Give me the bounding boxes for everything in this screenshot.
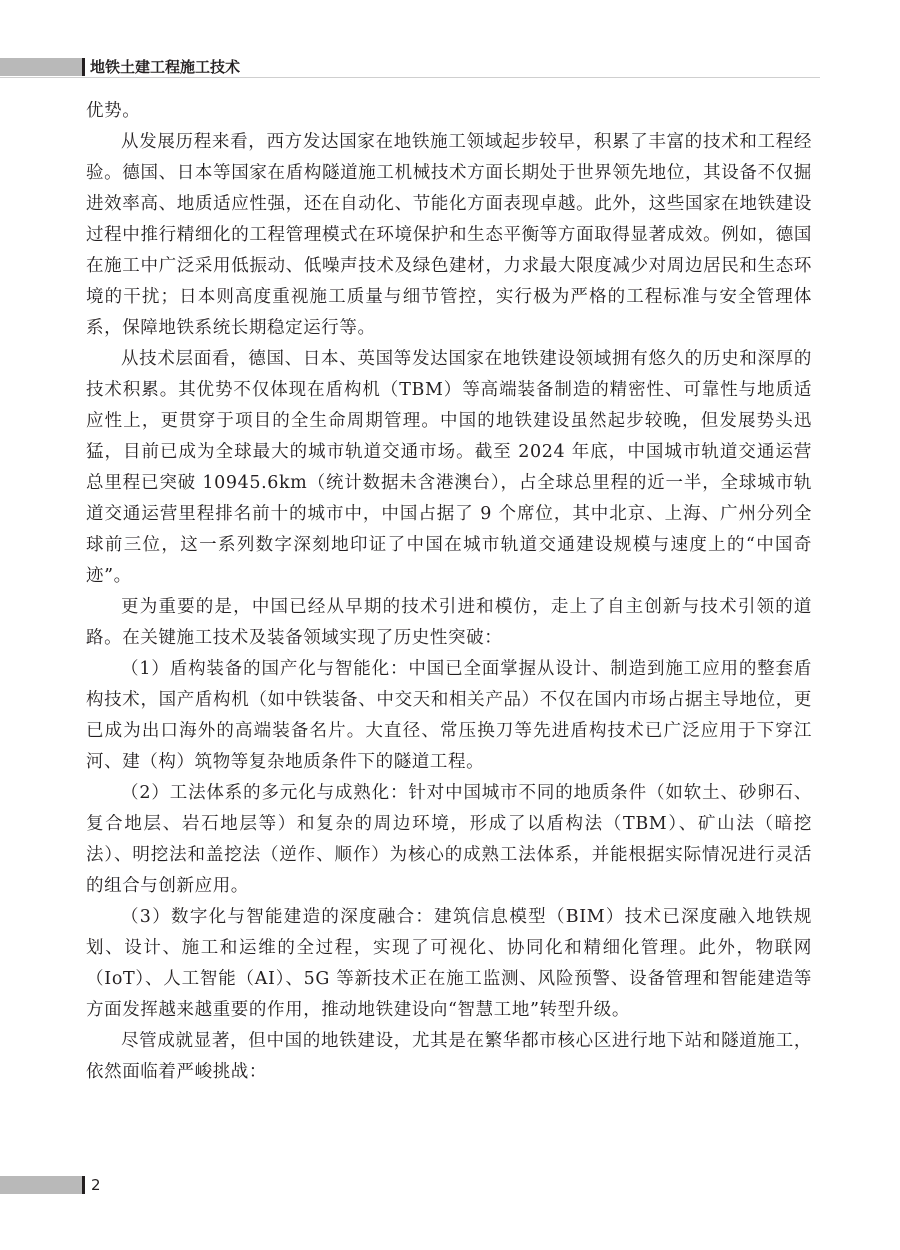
paragraph-innovation: 更为重要的是，中国已经从早期的技术引进和模仿，走上了自主创新与技术引领的道路。在关键施工技术及装备领域实现了历史性突破： xyxy=(86,597,812,648)
running-header-title: 地铁土建工程施工技术 xyxy=(90,58,241,76)
page-body xyxy=(86,96,812,1088)
paragraph-technical-level: 从技术层面看，德国、日本、英国等发达国家在地铁建设领域拥有悠久的历史和深厚的技术积累。其优势不仅体现在盾构机（TBM）等高端装备制造的精密性、可靠性与地质适应性上，更贯穿于项目的全生命周期管理。中国的地铁建设虽然起步较晚，但发展势头迅猛，目前已成为全球最大的城市轨道交通市场。截至 2024 年底，中国城市轨道交通运营总里程已突破 10945.6km（统计数据未含港澳台），占全球总里程的近一半，全球城市轨道交通运营里程排名前十的城市中，中国占据了 9 个席位，其中北京、上海、广州分列全球前三位，这一系列数字深刻地印证了中国在城市轨道交通建设规模与速度上的“中国奇迹”。 xyxy=(86,349,812,586)
header-rule xyxy=(0,77,820,78)
paragraph-item-1-shield: （1）盾构装备的国产化与智能化：中国已全面掌握从设计、制造到施工应用的整套盾构技术，国产盾构机（如中铁装备、中交天和相关产品）不仅在国内市场占据主导地位，更已成为出口海外的高端装备名片。大直径、常压换刀等先进盾构技术已广泛应用于下穿江河、建（构）筑物等复杂地质条件下的隧道工程。 xyxy=(86,659,812,772)
paragraph-development-history: 从发展历程来看，西方发达国家在地铁施工领域起步较早，积累了丰富的技术和工程经验。德国、日本等国家在盾构隧道施工机械技术方面长期处于世界领先地位，其设备不仅掘进效率高、地质适应性强，还在自动化、节能化方面表现卓越。此外，这些国家在地铁建设过程中推行精细化的工程管理模式在环境保护和生态平衡等方面取得显著成效。例如，德国在施工中广泛采用低振动、低噪声技术及绿色建材，力求最大限度减少对周边居民和生态环境的干扰；日本则高度重视施工质量与细节管控，实行极为严格的工程标准与安全管理体系，保障地铁系统长期稳定运行等。 xyxy=(86,132,812,338)
header-decor-tick xyxy=(82,58,85,76)
footer-decor-bar xyxy=(0,1176,82,1194)
paragraph-challenges: 尽管成就显著，但中国的地铁建设，尤其是在繁华都市核心区进行地下站和隧道施工，依然面临着严峻挑战： xyxy=(86,1031,812,1082)
paragraph-continuation: 优势。 xyxy=(86,101,141,121)
paragraph-item-2-methods: （2）工法体系的多元化与成熟化：针对中国城市不同的地质条件（如软土、砂卵石、复合地层、岩石地层等）和复杂的周边环境，形成了以盾构法（TBM）、矿山法（暗挖法）、明挖法和盖挖法（逆作、顺作）为核心的成熟工法体系，并能根据实际情况进行灵活的组合与创新应用。 xyxy=(86,783,812,896)
footer-decor-tick xyxy=(82,1176,85,1194)
header-decor-bar xyxy=(0,58,82,76)
page-number: 2 xyxy=(91,1176,101,1194)
paragraph-item-3-digital: （3）数字化与智能建造的深度融合：建筑信息模型（BIM）技术已深度融入地铁规划、设计、施工和运维的全过程，实现了可视化、协同化和精细化管理。此外，物联网（IoT）、人工智能（AI）、5G 等新技术正在施工监测、风险预警、设备管理和智能建造等方面发挥越来越重要的作用，推动地铁建设向“智慧工地”转型升级。 xyxy=(86,907,812,1020)
